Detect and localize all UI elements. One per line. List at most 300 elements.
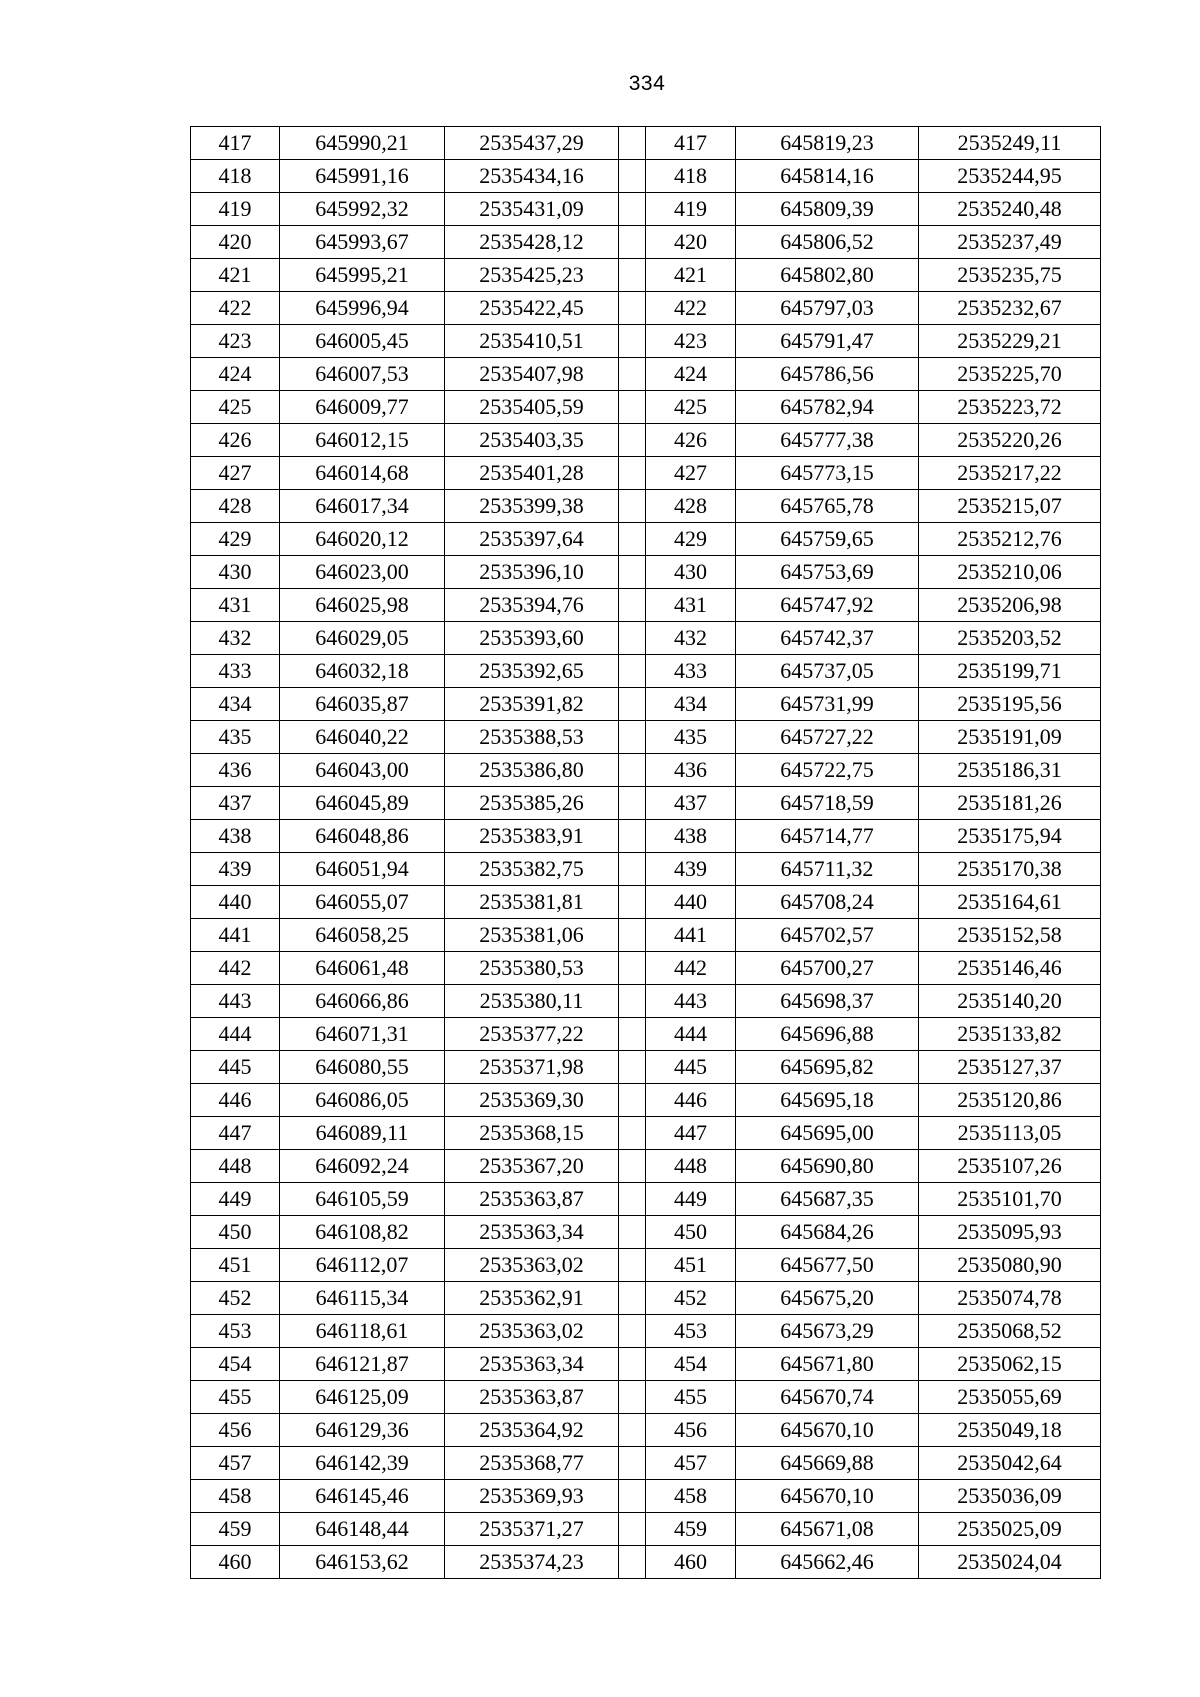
table-row [191, 820, 1101, 853]
y-coordinate-right: 2535217,22 [919, 457, 1101, 490]
y-coordinate-right: 2535195,56 [919, 688, 1101, 721]
y-coordinate-left: 2535401,28 [445, 457, 619, 490]
x-coordinate-left: 646105,59 [280, 1183, 445, 1216]
spacer-cell [619, 688, 646, 721]
y-coordinate-left: 2535428,12 [445, 226, 619, 259]
table-row [191, 226, 1101, 259]
point-number-left: 419 [191, 193, 280, 226]
point-number-left: 450 [191, 1216, 280, 1249]
y-coordinate-left: 2535363,34 [445, 1216, 619, 1249]
y-coordinate-right: 2535113,05 [919, 1117, 1101, 1150]
x-coordinate-left: 646012,15 [280, 424, 445, 457]
spacer-cell [619, 457, 646, 490]
x-coordinate-left: 646025,98 [280, 589, 445, 622]
x-coordinate-right: 645670,74 [736, 1381, 919, 1414]
spacer-cell [619, 1381, 646, 1414]
point-number-right: 458 [646, 1480, 736, 1513]
y-coordinate-left: 2535422,45 [445, 292, 619, 325]
point-number-right: 457 [646, 1447, 736, 1480]
x-coordinate-right: 645696,88 [736, 1018, 919, 1051]
x-coordinate-left: 646129,36 [280, 1414, 445, 1447]
spacer-cell [619, 193, 646, 226]
y-coordinate-right: 2535055,69 [919, 1381, 1101, 1414]
point-number-right: 424 [646, 358, 736, 391]
y-coordinate-left: 2535394,76 [445, 589, 619, 622]
table-row [191, 1315, 1101, 1348]
table-row [191, 127, 1101, 160]
y-coordinate-left: 2535386,80 [445, 754, 619, 787]
x-coordinate-right: 645695,18 [736, 1084, 919, 1117]
y-coordinate-left: 2535363,34 [445, 1348, 619, 1381]
table-row [191, 1084, 1101, 1117]
point-number-left: 454 [191, 1348, 280, 1381]
table-row [191, 1150, 1101, 1183]
y-coordinate-right: 2535036,09 [919, 1480, 1101, 1513]
x-coordinate-left: 646112,07 [280, 1249, 445, 1282]
point-number-left: 438 [191, 820, 280, 853]
point-number-right: 417 [646, 127, 736, 160]
x-coordinate-right: 645742,37 [736, 622, 919, 655]
y-coordinate-right: 2535212,76 [919, 523, 1101, 556]
table-row [191, 1051, 1101, 1084]
y-coordinate-right: 2535225,70 [919, 358, 1101, 391]
spacer-cell [619, 952, 646, 985]
point-number-right: 438 [646, 820, 736, 853]
x-coordinate-right: 645673,29 [736, 1315, 919, 1348]
point-number-right: 444 [646, 1018, 736, 1051]
spacer-cell [619, 1117, 646, 1150]
x-coordinate-left: 646121,87 [280, 1348, 445, 1381]
spacer-cell [619, 160, 646, 193]
table-row [191, 1216, 1101, 1249]
x-coordinate-right: 645671,80 [736, 1348, 919, 1381]
table-row [191, 985, 1101, 1018]
x-coordinate-left: 645995,21 [280, 259, 445, 292]
y-coordinate-right: 2535152,58 [919, 919, 1101, 952]
spacer-cell [619, 1183, 646, 1216]
spacer-cell [619, 1216, 646, 1249]
point-number-right: 454 [646, 1348, 736, 1381]
spacer-cell [619, 1249, 646, 1282]
y-coordinate-left: 2535381,06 [445, 919, 619, 952]
y-coordinate-left: 2535383,91 [445, 820, 619, 853]
x-coordinate-right: 645675,20 [736, 1282, 919, 1315]
x-coordinate-left: 646058,25 [280, 919, 445, 952]
x-coordinate-right: 645791,47 [736, 325, 919, 358]
y-coordinate-left: 2535362,91 [445, 1282, 619, 1315]
x-coordinate-left: 645990,21 [280, 127, 445, 160]
x-coordinate-left: 646048,86 [280, 820, 445, 853]
y-coordinate-right: 2535107,26 [919, 1150, 1101, 1183]
table-row [191, 1183, 1101, 1216]
y-coordinate-left: 2535403,35 [445, 424, 619, 457]
x-coordinate-left: 646040,22 [280, 721, 445, 754]
x-coordinate-left: 646055,07 [280, 886, 445, 919]
point-number-left: 428 [191, 490, 280, 523]
spacer-cell [619, 1282, 646, 1315]
y-coordinate-left: 2535369,93 [445, 1480, 619, 1513]
table-row [191, 292, 1101, 325]
table-row [191, 1381, 1101, 1414]
y-coordinate-right: 2535024,04 [919, 1546, 1101, 1579]
point-number-left: 460 [191, 1546, 280, 1579]
y-coordinate-left: 2535407,98 [445, 358, 619, 391]
spacer-cell [619, 985, 646, 1018]
y-coordinate-left: 2535396,10 [445, 556, 619, 589]
x-coordinate-left: 646080,55 [280, 1051, 445, 1084]
y-coordinate-right: 2535133,82 [919, 1018, 1101, 1051]
spacer-cell [619, 919, 646, 952]
table-row [191, 358, 1101, 391]
table-row [191, 1348, 1101, 1381]
x-coordinate-right: 645727,22 [736, 721, 919, 754]
y-coordinate-right: 2535191,09 [919, 721, 1101, 754]
y-coordinate-left: 2535397,64 [445, 523, 619, 556]
y-coordinate-right: 2535215,07 [919, 490, 1101, 523]
spacer-cell [619, 1150, 646, 1183]
spacer-cell [619, 391, 646, 424]
point-number-left: 436 [191, 754, 280, 787]
x-coordinate-right: 645698,37 [736, 985, 919, 1018]
x-coordinate-right: 645786,56 [736, 358, 919, 391]
y-coordinate-left: 2535425,23 [445, 259, 619, 292]
point-number-left: 448 [191, 1150, 280, 1183]
x-coordinate-right: 645700,27 [736, 952, 919, 985]
point-number-left: 434 [191, 688, 280, 721]
point-number-right: 439 [646, 853, 736, 886]
point-number-right: 459 [646, 1513, 736, 1546]
table-row [191, 919, 1101, 952]
x-coordinate-right: 645819,23 [736, 127, 919, 160]
y-coordinate-left: 2535374,23 [445, 1546, 619, 1579]
x-coordinate-right: 645773,15 [736, 457, 919, 490]
y-coordinate-left: 2535368,15 [445, 1117, 619, 1150]
x-coordinate-right: 645753,69 [736, 556, 919, 589]
point-number-right: 449 [646, 1183, 736, 1216]
point-number-right: 422 [646, 292, 736, 325]
x-coordinate-right: 645670,10 [736, 1414, 919, 1447]
table-row [191, 424, 1101, 457]
table-row [191, 754, 1101, 787]
spacer-cell [619, 523, 646, 556]
spacer-cell [619, 226, 646, 259]
point-number-left: 457 [191, 1447, 280, 1480]
table-row [191, 655, 1101, 688]
point-number-left: 459 [191, 1513, 280, 1546]
point-number-right: 428 [646, 490, 736, 523]
point-number-right: 450 [646, 1216, 736, 1249]
spacer-cell [619, 589, 646, 622]
spacer-cell [619, 127, 646, 160]
x-coordinate-left: 646051,94 [280, 853, 445, 886]
point-number-left: 441 [191, 919, 280, 952]
point-number-right: 448 [646, 1150, 736, 1183]
table-row [191, 787, 1101, 820]
y-coordinate-right: 2535186,31 [919, 754, 1101, 787]
page-number: 334 [628, 72, 666, 95]
point-number-left: 449 [191, 1183, 280, 1216]
y-coordinate-right: 2535199,71 [919, 655, 1101, 688]
y-coordinate-right: 2535146,46 [919, 952, 1101, 985]
x-coordinate-left: 646023,00 [280, 556, 445, 589]
point-number-left: 442 [191, 952, 280, 985]
spacer-cell [619, 1447, 646, 1480]
point-number-left: 420 [191, 226, 280, 259]
spacer-cell [619, 424, 646, 457]
table-row [191, 1546, 1101, 1579]
point-number-left: 432 [191, 622, 280, 655]
point-number-right: 442 [646, 952, 736, 985]
y-coordinate-right: 2535170,38 [919, 853, 1101, 886]
y-coordinate-right: 2535140,20 [919, 985, 1101, 1018]
coordinates-table [190, 126, 1101, 1579]
point-number-left: 447 [191, 1117, 280, 1150]
spacer-cell [619, 259, 646, 292]
x-coordinate-right: 645777,38 [736, 424, 919, 457]
point-number-right: 456 [646, 1414, 736, 1447]
x-coordinate-left: 646007,53 [280, 358, 445, 391]
y-coordinate-right: 2535095,93 [919, 1216, 1101, 1249]
point-number-right: 423 [646, 325, 736, 358]
x-coordinate-right: 645722,75 [736, 754, 919, 787]
y-coordinate-left: 2535371,27 [445, 1513, 619, 1546]
x-coordinate-right: 645797,03 [736, 292, 919, 325]
y-coordinate-left: 2535388,53 [445, 721, 619, 754]
x-coordinate-left: 646066,86 [280, 985, 445, 1018]
x-coordinate-right: 645695,82 [736, 1051, 919, 1084]
spacer-cell [619, 1348, 646, 1381]
y-coordinate-right: 2535223,72 [919, 391, 1101, 424]
x-coordinate-left: 646071,31 [280, 1018, 445, 1051]
table-row [191, 160, 1101, 193]
point-number-right: 418 [646, 160, 736, 193]
x-coordinate-left: 646045,89 [280, 787, 445, 820]
x-coordinate-right: 645708,24 [736, 886, 919, 919]
point-number-right: 431 [646, 589, 736, 622]
y-coordinate-right: 2535181,26 [919, 787, 1101, 820]
point-number-right: 441 [646, 919, 736, 952]
point-number-left: 425 [191, 391, 280, 424]
y-coordinate-left: 2535392,65 [445, 655, 619, 688]
spacer-cell [619, 1315, 646, 1348]
point-number-right: 434 [646, 688, 736, 721]
point-number-right: 451 [646, 1249, 736, 1282]
point-number-right: 427 [646, 457, 736, 490]
table-row [191, 1447, 1101, 1480]
table-row [191, 721, 1101, 754]
point-number-right: 447 [646, 1117, 736, 1150]
point-number-left: 424 [191, 358, 280, 391]
point-number-right: 426 [646, 424, 736, 457]
spacer-cell [619, 1414, 646, 1447]
x-coordinate-left: 646029,05 [280, 622, 445, 655]
y-coordinate-left: 2535381,81 [445, 886, 619, 919]
y-coordinate-right: 2535101,70 [919, 1183, 1101, 1216]
spacer-cell [619, 1513, 646, 1546]
spacer-cell [619, 556, 646, 589]
x-coordinate-left: 646092,24 [280, 1150, 445, 1183]
x-coordinate-right: 645782,94 [736, 391, 919, 424]
x-coordinate-left: 645992,32 [280, 193, 445, 226]
point-number-right: 445 [646, 1051, 736, 1084]
point-number-left: 435 [191, 721, 280, 754]
y-coordinate-right: 2535164,61 [919, 886, 1101, 919]
y-coordinate-right: 2535062,15 [919, 1348, 1101, 1381]
y-coordinate-right: 2535210,06 [919, 556, 1101, 589]
y-coordinate-right: 2535049,18 [919, 1414, 1101, 1447]
x-coordinate-right: 645677,50 [736, 1249, 919, 1282]
table-row [191, 589, 1101, 622]
point-number-left: 417 [191, 127, 280, 160]
y-coordinate-left: 2535364,92 [445, 1414, 619, 1447]
table-row [191, 1282, 1101, 1315]
x-coordinate-left: 646148,44 [280, 1513, 445, 1546]
y-coordinate-right: 2535120,86 [919, 1084, 1101, 1117]
table-row [191, 490, 1101, 523]
x-coordinate-left: 646142,39 [280, 1447, 445, 1480]
point-number-left: 433 [191, 655, 280, 688]
x-coordinate-left: 646032,18 [280, 655, 445, 688]
point-number-right: 452 [646, 1282, 736, 1315]
x-coordinate-right: 645814,16 [736, 160, 919, 193]
spacer-cell [619, 853, 646, 886]
table-row [191, 1117, 1101, 1150]
y-coordinate-left: 2535410,51 [445, 325, 619, 358]
point-number-left: 452 [191, 1282, 280, 1315]
y-coordinate-right: 2535203,52 [919, 622, 1101, 655]
x-coordinate-left: 646125,09 [280, 1381, 445, 1414]
x-coordinate-right: 645765,78 [736, 490, 919, 523]
point-number-right: 453 [646, 1315, 736, 1348]
table-row [191, 259, 1101, 292]
point-number-right: 433 [646, 655, 736, 688]
y-coordinate-left: 2535369,30 [445, 1084, 619, 1117]
y-coordinate-right: 2535229,21 [919, 325, 1101, 358]
table-row [191, 457, 1101, 490]
point-number-right: 425 [646, 391, 736, 424]
y-coordinate-left: 2535393,60 [445, 622, 619, 655]
x-coordinate-left: 646089,11 [280, 1117, 445, 1150]
x-coordinate-left: 646115,34 [280, 1282, 445, 1315]
x-coordinate-right: 645714,77 [736, 820, 919, 853]
spacer-cell [619, 325, 646, 358]
point-number-left: 445 [191, 1051, 280, 1084]
x-coordinate-left: 646014,68 [280, 457, 445, 490]
point-number-left: 427 [191, 457, 280, 490]
y-coordinate-left: 2535363,02 [445, 1249, 619, 1282]
x-coordinate-right: 645695,00 [736, 1117, 919, 1150]
y-coordinate-right: 2535235,75 [919, 259, 1101, 292]
point-number-left: 455 [191, 1381, 280, 1414]
point-number-right: 437 [646, 787, 736, 820]
x-coordinate-left: 645993,67 [280, 226, 445, 259]
point-number-right: 446 [646, 1084, 736, 1117]
y-coordinate-right: 2535240,48 [919, 193, 1101, 226]
spacer-cell [619, 1018, 646, 1051]
y-coordinate-left: 2535431,09 [445, 193, 619, 226]
point-number-right: 443 [646, 985, 736, 1018]
point-number-left: 431 [191, 589, 280, 622]
spacer-cell [619, 787, 646, 820]
point-number-right: 421 [646, 259, 736, 292]
x-coordinate-right: 645731,99 [736, 688, 919, 721]
x-coordinate-right: 645802,80 [736, 259, 919, 292]
y-coordinate-left: 2535382,75 [445, 853, 619, 886]
y-coordinate-right: 2535074,78 [919, 1282, 1101, 1315]
y-coordinate-left: 2535385,26 [445, 787, 619, 820]
spacer-cell [619, 1546, 646, 1579]
point-number-right: 455 [646, 1381, 736, 1414]
table-row [191, 853, 1101, 886]
y-coordinate-right: 2535175,94 [919, 820, 1101, 853]
point-number-right: 430 [646, 556, 736, 589]
table-row [191, 1414, 1101, 1447]
table-row [191, 622, 1101, 655]
point-number-left: 456 [191, 1414, 280, 1447]
table-row [191, 688, 1101, 721]
x-coordinate-right: 645737,05 [736, 655, 919, 688]
y-coordinate-left: 2535371,98 [445, 1051, 619, 1084]
x-coordinate-left: 646061,48 [280, 952, 445, 985]
table-row [191, 1513, 1101, 1546]
point-number-left: 458 [191, 1480, 280, 1513]
point-number-left: 443 [191, 985, 280, 1018]
y-coordinate-left: 2535377,22 [445, 1018, 619, 1051]
table-row [191, 325, 1101, 358]
point-number-left: 437 [191, 787, 280, 820]
spacer-cell [619, 1051, 646, 1084]
spacer-cell [619, 292, 646, 325]
point-number-right: 420 [646, 226, 736, 259]
x-coordinate-left: 645996,94 [280, 292, 445, 325]
spacer-cell [619, 1084, 646, 1117]
y-coordinate-right: 2535080,90 [919, 1249, 1101, 1282]
y-coordinate-right: 2535220,26 [919, 424, 1101, 457]
x-coordinate-right: 645759,65 [736, 523, 919, 556]
y-coordinate-left: 2535368,77 [445, 1447, 619, 1480]
point-number-left: 418 [191, 160, 280, 193]
x-coordinate-left: 646108,82 [280, 1216, 445, 1249]
x-coordinate-left: 645991,16 [280, 160, 445, 193]
y-coordinate-right: 2535206,98 [919, 589, 1101, 622]
point-number-right: 460 [646, 1546, 736, 1579]
y-coordinate-left: 2535437,29 [445, 127, 619, 160]
x-coordinate-right: 645702,57 [736, 919, 919, 952]
y-coordinate-left: 2535434,16 [445, 160, 619, 193]
x-coordinate-right: 645671,08 [736, 1513, 919, 1546]
x-coordinate-left: 646118,61 [280, 1315, 445, 1348]
y-coordinate-right: 2535237,49 [919, 226, 1101, 259]
y-coordinate-right: 2535244,95 [919, 160, 1101, 193]
y-coordinate-left: 2535363,87 [445, 1183, 619, 1216]
x-coordinate-left: 646145,46 [280, 1480, 445, 1513]
y-coordinate-left: 2535363,87 [445, 1381, 619, 1414]
point-number-left: 429 [191, 523, 280, 556]
y-coordinate-right: 2535232,67 [919, 292, 1101, 325]
x-coordinate-right: 645809,39 [736, 193, 919, 226]
point-number-left: 422 [191, 292, 280, 325]
x-coordinate-right: 645684,26 [736, 1216, 919, 1249]
x-coordinate-left: 646043,00 [280, 754, 445, 787]
point-number-left: 421 [191, 259, 280, 292]
x-coordinate-left: 646035,87 [280, 688, 445, 721]
table-row [191, 556, 1101, 589]
spacer-cell [619, 886, 646, 919]
x-coordinate-left: 646005,45 [280, 325, 445, 358]
point-number-left: 451 [191, 1249, 280, 1282]
spacer-cell [619, 820, 646, 853]
spacer-cell [619, 358, 646, 391]
